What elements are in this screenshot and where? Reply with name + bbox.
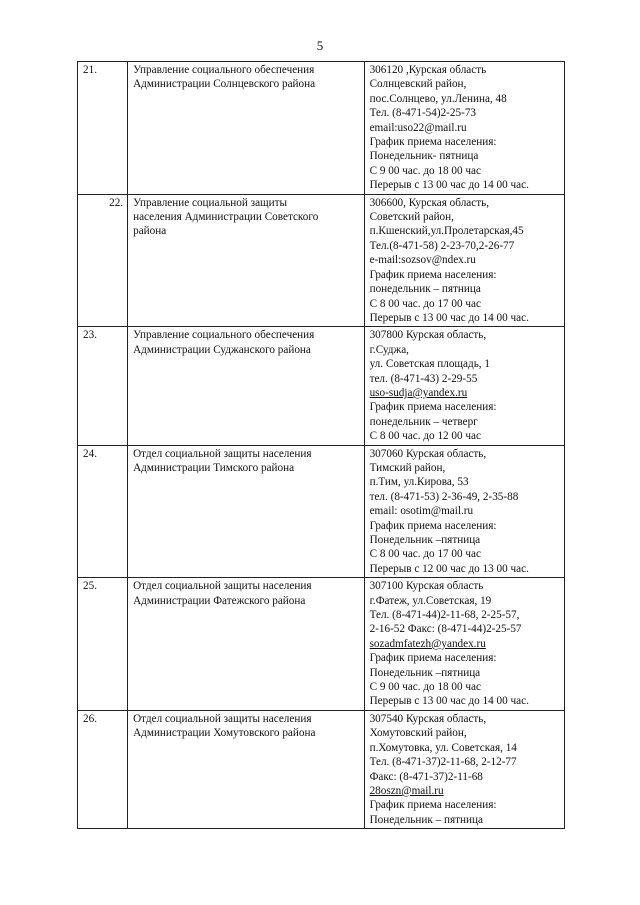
district: Солнцевский район,	[369, 78, 467, 91]
postal-address: 307060 Курская область,	[369, 447, 487, 460]
phone: Тел. (8-471-44)2-11-68, 2-25-57,	[369, 609, 520, 622]
schedule-days: Понедельник –пятница	[369, 666, 481, 679]
contact-info	[364, 710, 564, 828]
schedule-break: Перерыв с 13 00 час до 14 00 час.	[369, 311, 529, 324]
email: uso-sudja@yandex.ru	[369, 386, 468, 399]
phone-fax: 2-16-52 Факс: (8-471-44)2-25-57	[369, 623, 522, 636]
row-number: 21.	[78, 62, 128, 195]
org-line: Администрации Суджанского района	[133, 343, 311, 356]
phone: Тел. (8-471-37)2-11-68, 2-12-77	[369, 756, 517, 769]
schedule-break: Перерыв с 13 00 час до 14 00 час.	[369, 695, 529, 708]
postal-address: 306120 ,Курская область	[369, 64, 487, 76]
email: email:uso22@mail.ru	[369, 121, 467, 134]
table-row	[78, 578, 565, 711]
page-number: 5	[316, 38, 324, 53]
schedule-days: Понедельник –пятница	[369, 534, 481, 546]
fax: Факс: (8-471-37)2-11-68	[369, 770, 483, 783]
organization-name	[128, 710, 364, 828]
org-line: Отдел социальной защиты населения	[133, 712, 312, 725]
street-address: пос.Солнцево, ул.Ленина, 48	[369, 92, 507, 105]
row-number-text: 22.	[109, 196, 124, 209]
org-line: Администрации Тимского района	[133, 461, 295, 474]
contacts-table	[77, 61, 565, 829]
org-line: района	[133, 225, 167, 238]
schedule-days: понедельник – четверг	[369, 415, 478, 428]
table-row	[78, 327, 565, 445]
org-line: Администрации Фатежского района	[133, 594, 306, 607]
schedule-heading: График приема населения:	[369, 268, 497, 281]
street-address: г.Фатеж, ул.Советская, 19	[369, 594, 492, 607]
org-line: Управление социального обеспечения	[133, 329, 315, 342]
organization-name	[128, 445, 364, 578]
org-line: Администрации Хомутовского района	[133, 727, 316, 740]
contact-info	[364, 445, 564, 578]
schedule-hours: С 9 00 час. до 18 00 час	[369, 164, 481, 177]
postal-address: 307800 Курская область,	[369, 329, 487, 342]
table-row	[78, 710, 565, 828]
schedule-heading: График приема населения:	[369, 401, 497, 414]
org-line: Отдел социальной защиты населения	[133, 447, 312, 460]
street-address: п.Кшенский,ул.Пролетарская,45	[369, 225, 524, 238]
contact-info	[364, 62, 564, 195]
email: sozadmfatezh@yandex.ru	[369, 637, 486, 650]
row-number: 24.	[78, 445, 128, 578]
schedule-hours: С 8 00 час. до 17 00 час	[369, 548, 481, 561]
row-number: 26.	[78, 710, 128, 828]
contact-info	[364, 578, 564, 711]
schedule-heading: График приема населения:	[369, 519, 497, 532]
postal-address: 307100 Курская область	[369, 580, 484, 593]
row-number: 23.	[78, 327, 128, 445]
district: Хомутовский район,	[369, 727, 467, 740]
schedule-heading: График приема населения:	[369, 652, 497, 665]
street-address: п.Хомутовка, ул. Советская, 14	[369, 741, 517, 754]
contact-info	[364, 194, 564, 327]
table-row	[78, 62, 565, 195]
schedule-days: Понедельник- пятница	[369, 150, 479, 163]
email: e-mail:sozsov@ndex.ru	[369, 254, 476, 267]
district: Тимский район,	[369, 461, 446, 474]
schedule-days: Понедельник – пятница	[369, 813, 483, 826]
phone: Тел. (8-471-54)2-25-73	[369, 107, 477, 120]
district: Советский район,	[369, 211, 454, 224]
contact-info	[364, 327, 564, 445]
schedule-heading: График приема населения:	[369, 799, 497, 812]
schedule-break: Перерыв с 12 00 час до 13 00 час.	[369, 562, 529, 575]
organization-name	[128, 62, 364, 195]
organization-name	[128, 194, 364, 327]
organization-name	[128, 578, 364, 711]
email: email: osotim@mail.ru	[369, 505, 474, 518]
postal-address: 306600, Курская область,	[369, 196, 489, 209]
schedule-break: Перерыв с 13 00 час до 14 00 час.	[369, 179, 529, 192]
schedule-hours: С 8 00 час. до 17 00 час	[369, 297, 481, 310]
schedule-hours: С 8 00 час. до 12 00 час	[369, 430, 481, 443]
org-line: Администрации Солнцевского района	[133, 78, 316, 91]
street-address: п.Тим, ул.Кирова, 53	[369, 476, 469, 489]
org-line: Управление социального обеспечения	[133, 64, 315, 76]
row-number: 25.	[78, 578, 128, 711]
email: 28oszn@mail.ru	[369, 784, 444, 797]
row-number	[78, 194, 128, 327]
schedule-hours: С 9 00 час. до 18 00 час	[369, 681, 481, 694]
org-line: населения Администрации Советского	[133, 211, 319, 224]
district: г.Суджа,	[369, 343, 409, 356]
organization-name	[128, 327, 364, 445]
phone: тел. (8-471-53) 2-36-49, 2-35-88	[369, 490, 519, 503]
street-address: ул. Советская площадь, 1	[369, 358, 490, 371]
postal-address: 307540 Курская область,	[369, 712, 487, 725]
schedule-days: понедельник – пятница	[369, 283, 481, 296]
phone: тел. (8-471-43) 2-29-55	[369, 372, 478, 385]
org-line: Отдел социальной защиты населения	[133, 580, 312, 593]
schedule-heading: График приема населения:	[369, 136, 497, 149]
table-row	[78, 194, 565, 327]
table-row	[78, 445, 565, 578]
org-line: Управление социальной защиты	[133, 196, 288, 209]
phone: Тел.(8-471-58) 2-23-70,2-26-77	[369, 239, 515, 252]
